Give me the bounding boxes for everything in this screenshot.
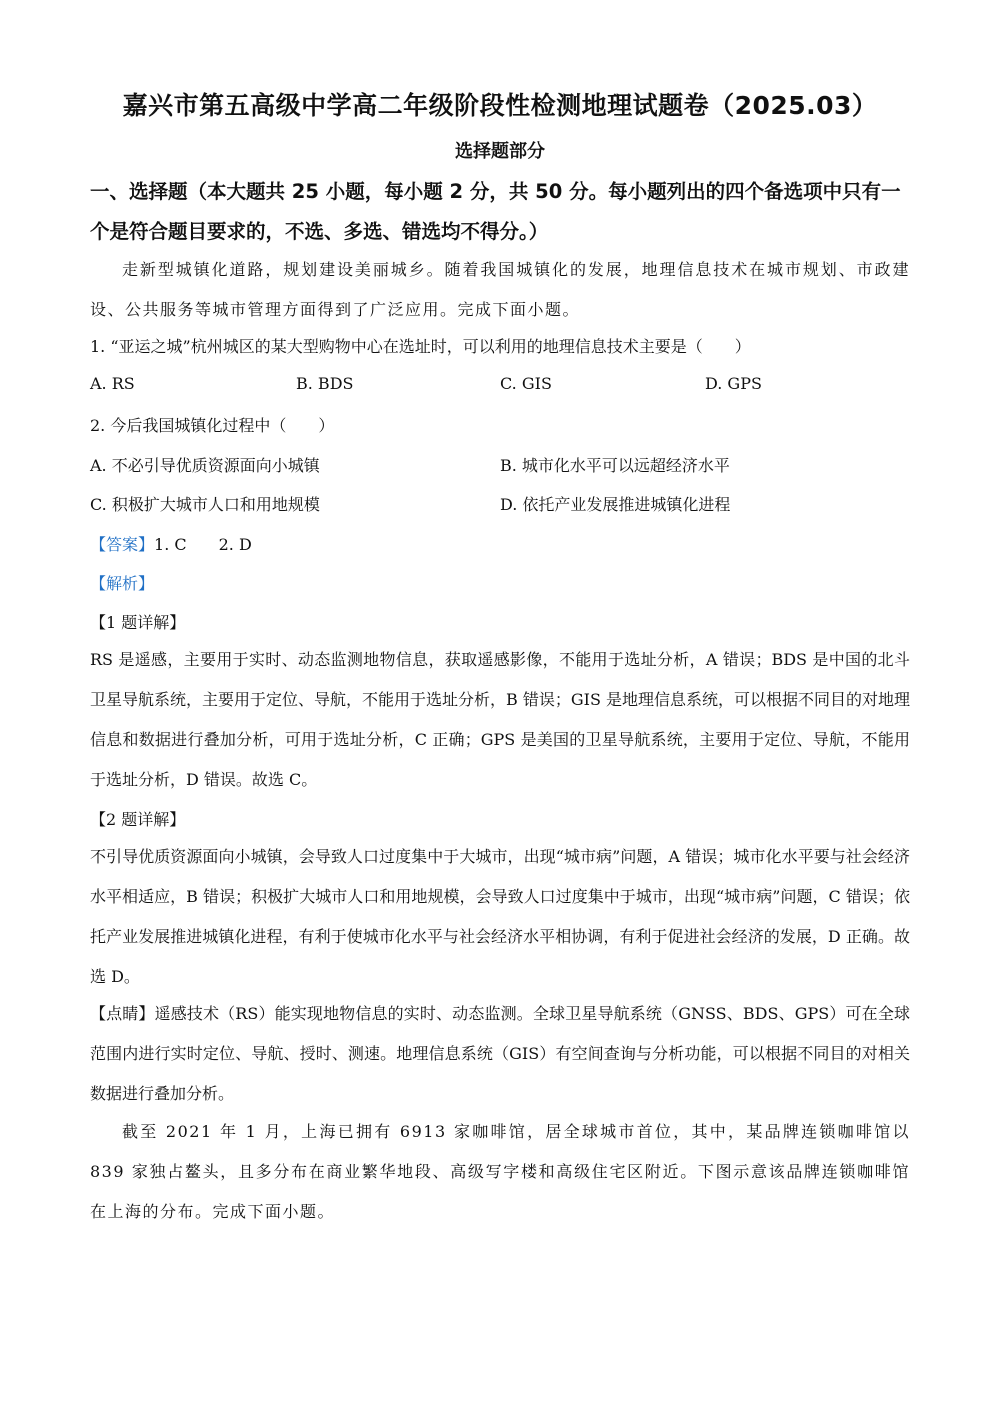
- question-1-stem: 1. “亚运之城”杭州城区的某大型购物中心在选址时，可以利用的地理信息技术主要是（ ）: [90, 337, 751, 356]
- q1-option-d: D. GPS: [705, 374, 762, 393]
- detail-2-text: 不引导优质资源面向小城镇，会导致人口过度集中于大城市，出现“城市病”问题，A 错误；城市化水平要与社会经济水平相适应，B 错误；积极扩大城市人口和用地规模，会导致人口过度集中于城市，出现“城市病”问题，C 错误；依托产业发展推进城镇化进程，有利于使城市化水平与社会经济水平相协调，有利于促进社会经济的发展，D 正确。故选 D。: [90, 847, 910, 986]
- detail-1-label: 【1 题详解】: [90, 613, 186, 632]
- tip-paragraph: [90, 994, 910, 1114]
- part-subtitle: 选择题部分: [455, 141, 545, 162]
- detail-2-label: 【2 题详解】: [90, 810, 186, 829]
- answer-line: [90, 532, 252, 555]
- material-paragraph-1: 走新型城镇化道路，规划建设美丽城乡。随着我国城镇化的发展，地理信息技术在城市规划、市政建设、公共服务等城市管理方面得到了广泛应用。完成下面小题。: [90, 260, 910, 319]
- tip-text: 遥感技术（RS）能实现地物信息的实时、动态监测。全球卫星导航系统（GNSS、BDS、GPS）可在全球范围内进行实时定位、导航、授时、测速。地理信息系统（GIS）有空间查询与分析功能，可以根据不同目的对相关数据进行叠加分析。: [90, 1004, 910, 1103]
- page-title: 嘉兴市第五高级中学高二年级阶段性检测地理试题卷（2025.03）: [122, 91, 878, 120]
- section-heading: 一、选择题（本大题共 25 小题，每小题 2 分，共 50 分。每小题列出的四个备选项中只有一个是符合题目要求的，不选、多选、错选均不得分。）: [90, 180, 901, 243]
- q2-option-d: D. 依托产业发展推进城镇化进程: [500, 495, 731, 514]
- answer-text: 1. C 2. D: [154, 535, 252, 554]
- question-2-stem: 2. 今后我国城镇化过程中（ ）: [90, 416, 335, 435]
- material-paragraph-2: 截至 2021 年 1 月，上海已拥有 6913 家咖啡馆，居全球城市首位，其中，某品牌连锁咖啡馆以 839 家独占鳌头，且多分布在商业繁华地段、高级写字楼和高级住宅区附近。下图示意该品牌连锁咖啡馆在上海的分布。完成下面小题。: [90, 1122, 910, 1221]
- q1-option-a: A. RS: [90, 374, 135, 393]
- q1-option-b: B. BDS: [296, 374, 354, 393]
- q2-option-a: A. 不必引导优质资源面向小城镇: [90, 456, 320, 475]
- analysis-label: 【解析】: [90, 574, 155, 593]
- q1-option-c: C. GIS: [500, 374, 552, 393]
- q2-option-b: B. 城市化水平可以远超经济水平: [500, 456, 730, 475]
- q2-option-c: C. 积极扩大城市人口和用地规模: [90, 495, 320, 514]
- tip-label: 【点睛】: [90, 1004, 155, 1023]
- answer-label: 【答案】: [90, 535, 155, 554]
- detail-1-text: RS 是遥感，主要用于实时、动态监测地物信息，获取遥感影像，不能用于选址分析，A 错误；BDS 是中国的北斗卫星导航系统，主要用于定位、导航，不能用于选址分析，B 错误；GIS 是地理信息系统，可以根据不同目的对地理信息和数据进行叠加分析，可用于选址分析，C 正确；GPS 是美国的卫星导航系统，主要用于定位、导航，不能用于选址分析，D 错误。故选 C。: [90, 650, 910, 789]
